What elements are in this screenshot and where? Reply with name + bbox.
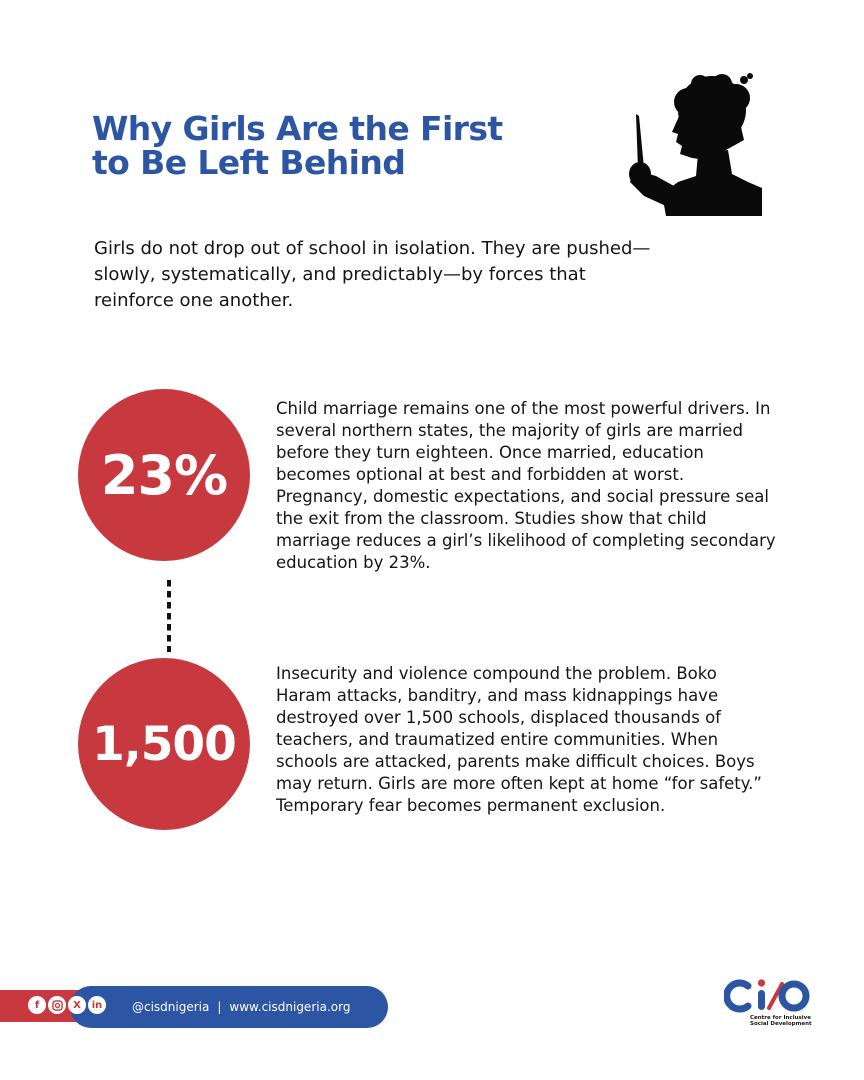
intro-paragraph: Girls do not drop out of school in isolation. They are pushed—slowly, systematically, and predictably—by forces that reinforce one another. — [94, 238, 651, 311]
title-line-1: Why Girls Are the First — [92, 109, 503, 148]
social-handle[interactable]: @cisdnigeria — [132, 1000, 210, 1014]
stat-value: 23% — [100, 443, 228, 507]
cisd-logo-mark-icon — [724, 978, 810, 1014]
footer-contact — [132, 996, 350, 1018]
child-marriage-paragraph: Child marriage remains one of the most powerful drivers. In several northern states, the majority of girls are married before they turn eighteen. Once married, education becomes optional at best and forbidden at worst. Pregnancy, domestic expectations, and social pressure seal the exit from the classroom. Studies show that child marriage reduces a girl’s likelihood of completing secondary education by 23%. — [276, 399, 776, 572]
footer-separator: | — [217, 1000, 222, 1014]
cisd-logo — [724, 978, 814, 1034]
dotted-connector — [167, 580, 171, 652]
x-icon[interactable]: X — [68, 996, 86, 1014]
stat-circle-schools-destroyed — [78, 658, 250, 830]
facebook-icon[interactable]: f — [28, 996, 46, 1014]
stat-value: 1,500 — [92, 716, 236, 772]
logo-line-1: Centre for Inclusive — [750, 1015, 811, 1021]
instagram-icon[interactable] — [48, 996, 66, 1014]
logo-line-2: Social Development — [750, 1021, 812, 1027]
linkedin-icon[interactable]: in — [88, 996, 106, 1014]
insecurity-paragraph: Insecurity and violence compound the problem. Boko Haram attacks, banditry, and mass kidnappings have destroyed over 1,500 schools, displaced thousands of teachers, and traumatized entire communities. When schools are attacked, parents make difficult choices. Boys may return. Girls are more often kept at home “for safety.” Temporary fear becomes permanent exclusion. — [276, 664, 762, 815]
title-line-2: to Be Left Behind — [92, 143, 406, 182]
logo-caption — [750, 1015, 814, 1027]
girl-with-pencil-silhouette-icon — [626, 70, 766, 220]
stat-circle-child-marriage — [78, 389, 250, 561]
website-link[interactable]: www.cisdnigeria.org — [229, 1000, 351, 1014]
social-icons — [28, 996, 106, 1014]
page-title — [92, 109, 562, 182]
